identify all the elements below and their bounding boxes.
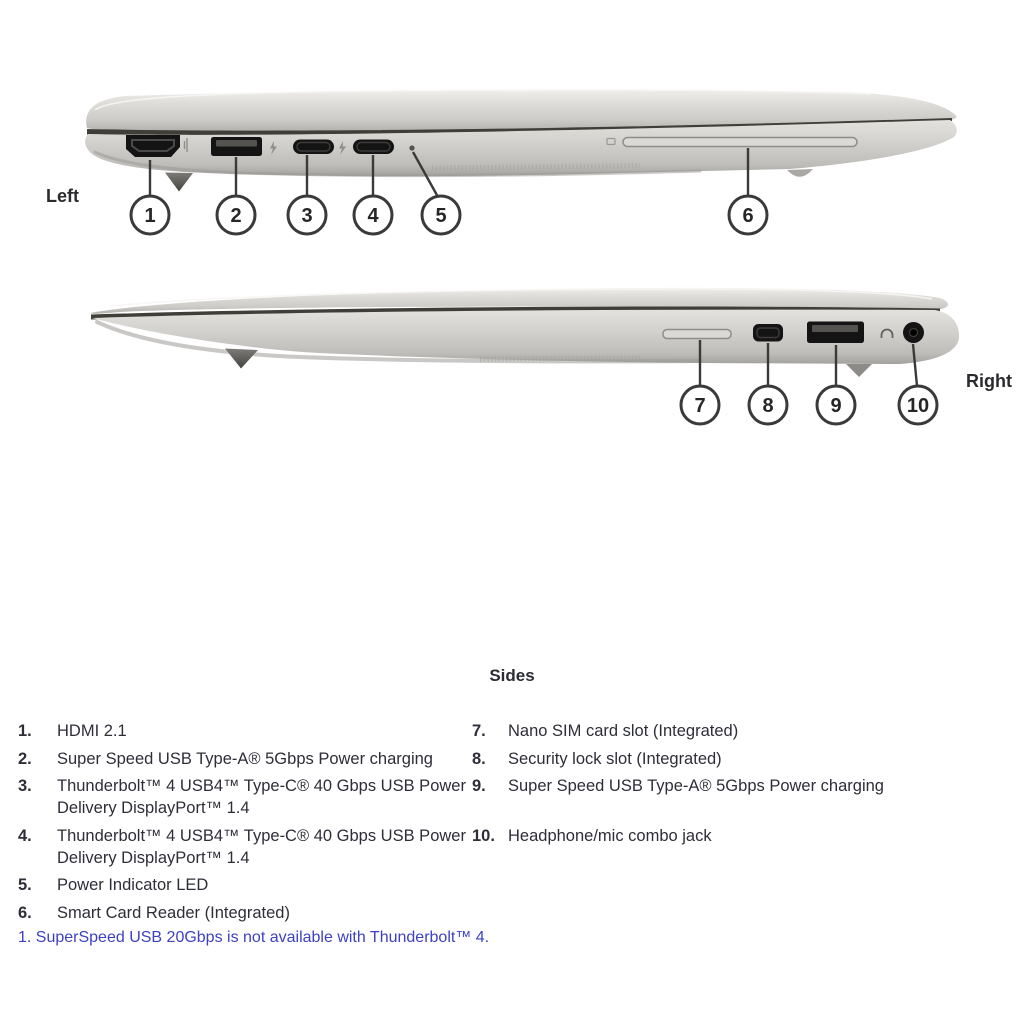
callout-2-number: 2 (230, 205, 242, 227)
callouts-left-view (131, 196, 767, 234)
legend-table (18, 720, 1008, 929)
legend-item-number: 5. (18, 876, 32, 894)
nano-sim-slot (663, 330, 731, 339)
right-side-view (90, 288, 1012, 424)
legend-item-text: Power Indicator LED (57, 876, 209, 894)
smart-card-slot (623, 138, 857, 147)
laptop-side-views-figure (0, 0, 1024, 470)
legend-item-text: Thunderbolt™ 4 USB4™ Type-C® 40 Gbps USB Power Delivery DisplayPort™ 1.4 (57, 777, 466, 817)
callout-10 (899, 386, 937, 424)
callout-6 (729, 196, 767, 234)
legend-item-number: 3. (18, 777, 32, 795)
power-led (409, 145, 414, 150)
legend-item-text: Security lock slot (Integrated) (508, 749, 722, 768)
legend-item-text (508, 902, 884, 930)
legend-item-number: 1. (18, 722, 32, 740)
callout-7 (681, 386, 719, 424)
callout-9 (817, 386, 855, 424)
callout-5 (422, 196, 460, 234)
rubber-foot (787, 169, 813, 177)
legend-item-text (508, 874, 884, 902)
callout-3-number: 3 (301, 205, 313, 227)
legend-item-number (472, 874, 508, 902)
callout-6-number: 6 (742, 205, 754, 227)
callout-8 (749, 386, 787, 424)
legend-item-number: 8. (472, 749, 486, 768)
usb-a-port (807, 322, 864, 344)
callout-2 (217, 196, 255, 234)
headphone-jack-inner (910, 329, 918, 337)
usb-a-tongue (812, 325, 858, 332)
callout-1-number: 1 (144, 205, 156, 227)
legend-item-number: 7. (472, 722, 486, 740)
callout-4-number: 4 (367, 205, 379, 227)
legend-item-text: Smart Card Reader (Integrated) (57, 903, 290, 922)
legend-item-number: 2. (18, 749, 32, 768)
legend-row (18, 874, 884, 902)
legend-item-number: 9. (472, 777, 486, 795)
legend-item-number: 10. (472, 826, 495, 845)
legend-item-text: Super Speed USB Type-A® 5Gbps Power charging (57, 749, 433, 768)
usb-c-port-1 (293, 140, 334, 155)
callout-9-number: 9 (830, 395, 842, 417)
legend-row (18, 902, 884, 930)
callout-8-number: 8 (762, 395, 774, 417)
callout-7-number: 7 (694, 395, 706, 417)
callouts-right-view (681, 386, 937, 424)
legend-item-number (472, 902, 508, 930)
rubber-foot (165, 173, 193, 192)
usb-a-tongue (216, 140, 257, 147)
callout-1 (131, 196, 169, 234)
legend-item-number: 6. (18, 903, 32, 922)
legend-item-text: Thunderbolt™ 4 USB4™ Type-C® 40 Gbps USB Power Delivery DisplayPort™ 1.4 (57, 826, 466, 867)
legend-row (18, 720, 884, 748)
callout-4 (354, 196, 392, 234)
rubber-foot (225, 349, 258, 369)
legend-item-text: Nano SIM card slot (Integrated) (508, 722, 739, 740)
legend-item-text: HDMI 2.1 (57, 722, 127, 740)
legend-item-number: 4. (18, 826, 32, 845)
hdmi-port (126, 135, 180, 157)
legend-row (18, 748, 884, 776)
left-side-view (46, 90, 957, 234)
legend-row (18, 825, 884, 875)
footnote: 1. SuperSpeed USB 20Gbps is not available with Thunderbolt™ 4. (18, 929, 490, 946)
callout-10-number: 10 (906, 395, 930, 417)
legend-item-text: Headphone/mic combo jack (508, 826, 712, 845)
legend-title: Sides (489, 666, 535, 685)
callout-3 (288, 196, 326, 234)
legend-row (18, 775, 884, 825)
left-view-label: Left (46, 186, 79, 206)
callout-5-number: 5 (435, 205, 447, 227)
rubber-foot (846, 364, 872, 377)
usb-c-port-2 (353, 140, 394, 155)
right-view-label: Right (966, 371, 1012, 391)
legend-item-text: Super Speed USB Type-A® 5Gbps Power charging (508, 777, 884, 795)
